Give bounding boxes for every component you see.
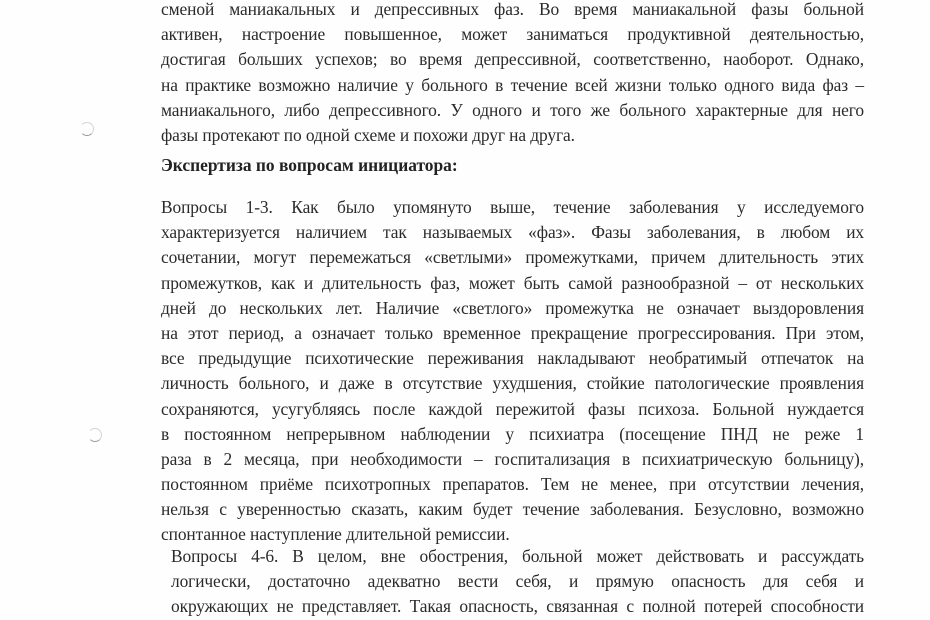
text-line: раза в 2 месяца, при необходимости – госпитализация в психиатрическую больницу), (161, 448, 864, 469)
text-line: спонтанное наступление длительной ремиссии. (161, 524, 510, 545)
text-line: нельзя с уверенностью сказать, каким будет течение заболевания. Безусловно, возможно (161, 499, 864, 520)
text-line: дней до нескольких лет. Наличие «светлого» промежутка не означает выздоровления (161, 297, 864, 318)
text-line: активен, настроение повышенное, может заниматься продуктивной деятельностью, (161, 24, 864, 45)
text-line: Вопросы 4-6. В целом, вне обострения, больной может действовать и рассуждать (171, 546, 864, 566)
text-line: на практике возможно наличие у больного в течение всей жизни только одного вида фаз – (161, 74, 864, 95)
text-line: в постоянном непрерывном наблюдении у психиатра (посещение ПНД не реже 1 (161, 423, 864, 444)
text-line: достигая больших успехов; во время депрессивной, соответственно, наоборот. Однако, (161, 49, 864, 70)
paragraph-questions-1-3 (161, 195, 864, 548)
text-line: промежутков, как и длительность фаз, может быть самой разнообразной – от нескольких (161, 272, 864, 293)
text-line: постоянном приёме психотропных препаратов. Тем не менее, при отсутствии лечения, (161, 474, 864, 495)
punch-hole-mark (80, 122, 94, 136)
text-line: личность больного, и даже в отсутствие ухудшения, стойкие патологические проявления (161, 373, 864, 394)
text-line: характеризуется наличием так называемых «фаз». Фазы заболевания, в любом их (161, 222, 864, 243)
text-line: сочетании, могут перемежаться «светлыми» промежутками, причем длительность этих (161, 247, 864, 268)
text-line: фазы протекают по одной схеме и похожи друг на друга. (161, 124, 575, 145)
text-line: на этот период, а означает только временное прекращение прогрессирования. При этом, (161, 322, 864, 343)
text-line: Вопросы 1-3. Как было упомянуто выше, течение заболевания у исследуемого (161, 197, 864, 217)
section-heading: Экспертиза по вопросам инициатора: (161, 155, 458, 175)
text-line: окружающих не представляет. Такая опасность, связанная с полной потерей способности (171, 596, 864, 617)
punch-hole-mark (88, 428, 102, 442)
text-line: логически, достаточно адекватно вести себя, и прямую опасность для себя и (171, 571, 864, 592)
paragraph-questions-4-6 (171, 544, 864, 620)
text-line: сменой маниакальных и депрессивных фаз. Во время маниакальной фазы больной (161, 0, 864, 19)
text-line: все предыдущие психотические переживания накладывают необратимый отпечаток на (161, 348, 864, 369)
text-line: сохраняются, усугубляясь после каждой пережитой фазы психоза. Больной нуждается (161, 398, 864, 419)
text-line: маниакального, либо депрессивного. У одного и того же больного характерные для него (161, 99, 864, 120)
paragraph-phases-description (161, 0, 864, 148)
